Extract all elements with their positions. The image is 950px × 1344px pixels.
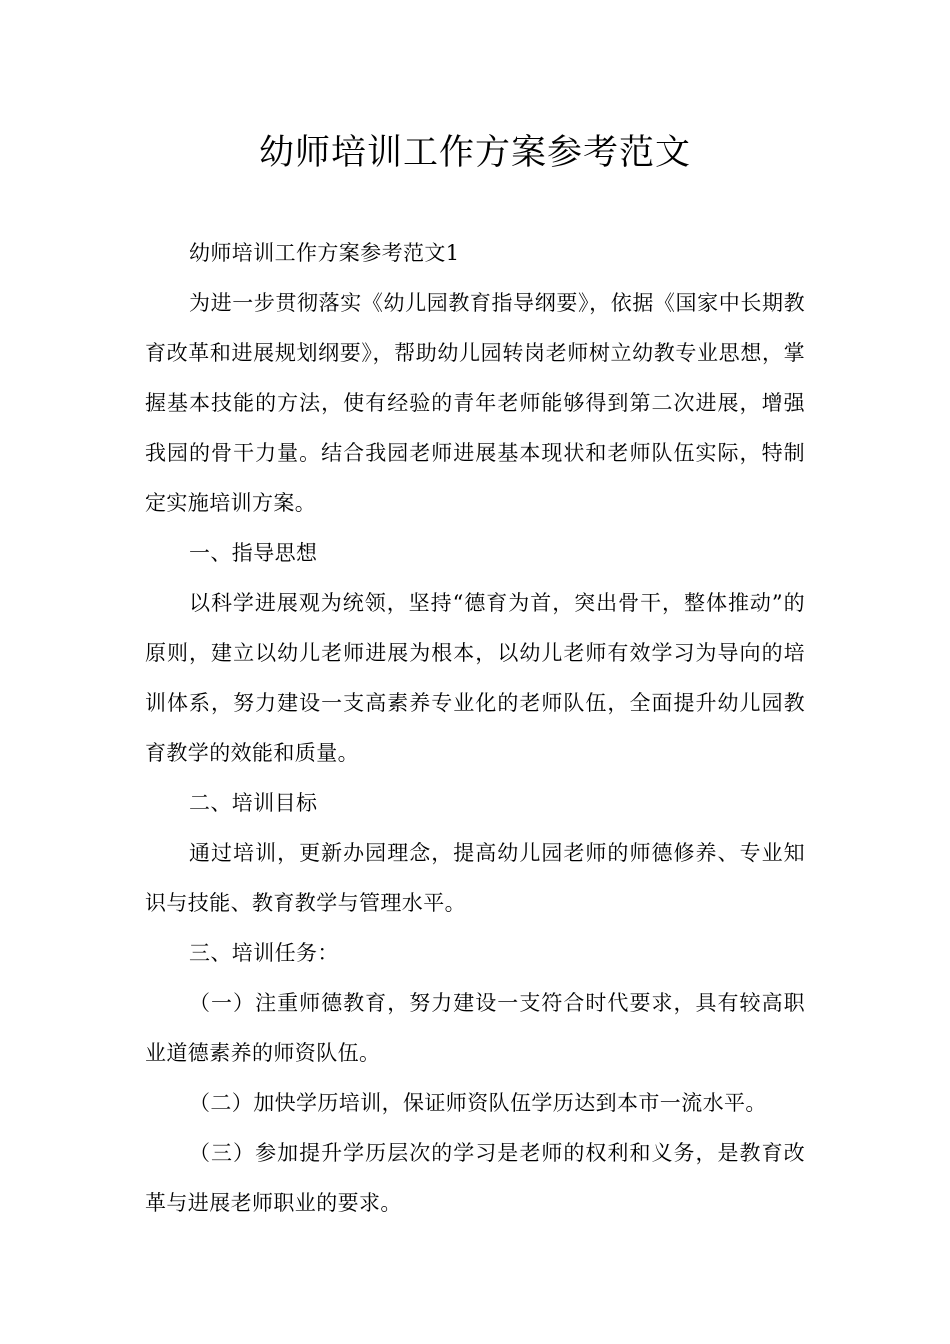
intro-paragraph: 为进一步贯彻落实《幼儿园教育指导纲要》，依据《国家中长期教育改革和进展规划纲要》，帮助幼儿园转岗老师树立幼教专业思想，掌握基本技能的方法，使有经验的青年老师能够得到第二次进展，增强我园的骨干力量。结合我园老师进展基本现状和老师队伍实际，特制定实施培训方案。 (145, 291, 805, 515)
section-heading-guiding-thought: 一、指导思想 (189, 541, 318, 565)
training-goals-paragraph: 通过培训，更新办园理念，提高幼儿园老师的师德修养、专业知识与技能、教育教学与管理水平。 (145, 841, 805, 915)
task-item-1: （一）注重师德教育，努力建设一支符合时代要求，具有较高职业道德素养的师资队伍。 (145, 991, 805, 1065)
task-item-2: （二）加快学历培训，保证师资队伍学历达到本市一流水平。 (189, 1091, 767, 1115)
document-body (145, 228, 805, 1228)
guiding-thought-paragraph: 以科学进展观为统领，坚持“德育为首，突出骨干，整体推动”的原则，建立以幼儿老师进展为根本，以幼儿老师有效学习为导向的培训体系，努力建设一支高素养专业化的老师队伍，全面提升幼儿园教育教学的效能和质量。 (145, 591, 805, 765)
section-heading-training-tasks: 三、培训任务： (189, 941, 339, 965)
section-heading-training-goals: 二、培训目标 (189, 791, 318, 815)
document-title: 幼师培训工作方案参考范文 (258, 133, 691, 173)
subtitle-paragraph: 幼师培训工作方案参考范文1 (189, 241, 460, 265)
task-item-3: （三）参加提升学历层次的学习是老师的权利和义务，是教育改革与进展老师职业的要求。 (145, 1141, 805, 1215)
